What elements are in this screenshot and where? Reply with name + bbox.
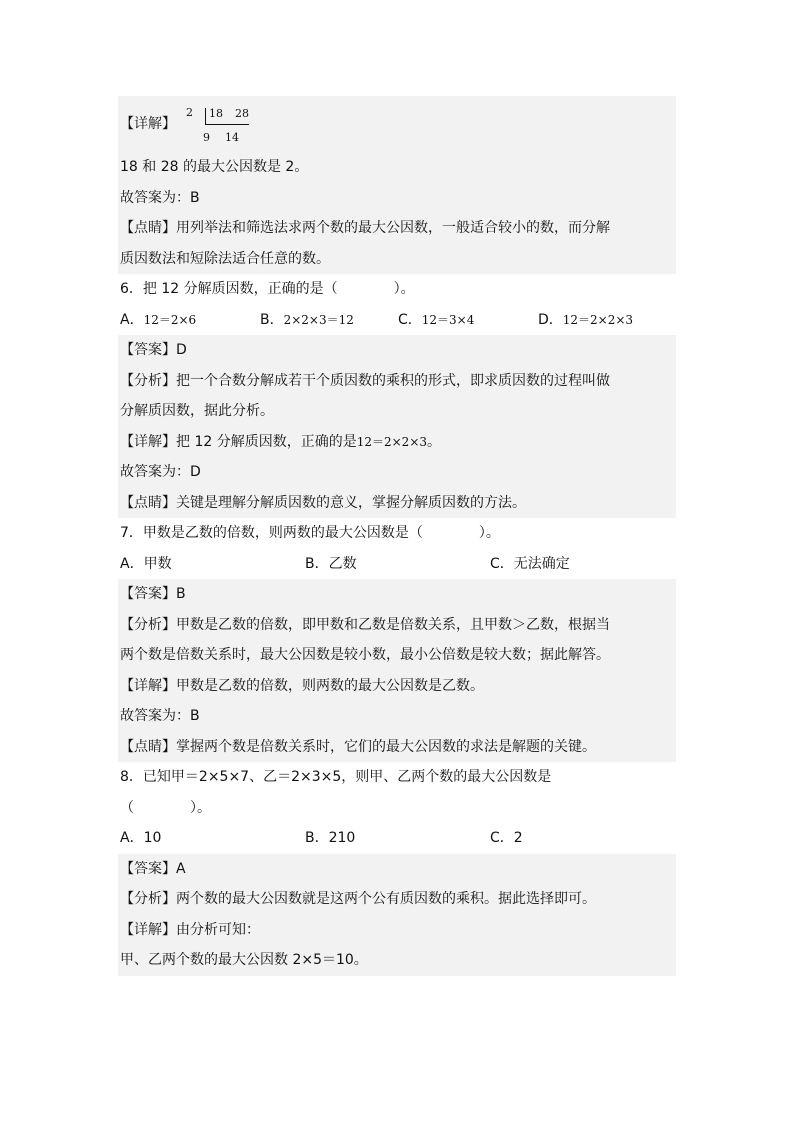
- q8-options: [118, 823, 676, 854]
- division-divisor: 2: [186, 106, 193, 119]
- q7-option-c: C．无法确定: [490, 555, 570, 572]
- q8-question-line-1: 8．已知甲＝2×5×7、乙＝2×3×5，则甲、乙两个数的最大公因数是: [120, 769, 552, 785]
- q8-analysis: 【分析】两个数的最大公因数就是这两个公有质因数的乘积。据此选择即可。: [118, 884, 676, 915]
- q7-analysis-line-2: 两个数是倍数关系时，最大公因数是较小数，最小公倍数是较大数；据此解答。: [118, 640, 676, 671]
- q7-detail: 【详解】甲数是乙数的倍数，则两数的最大公因数是乙数。: [118, 671, 676, 702]
- q7-answer-line: 故答案为：B: [118, 701, 676, 732]
- q6-option-a: A．12＝2×6: [120, 311, 197, 328]
- q7-note: 【点睛】掌握两个数是倍数关系时，它们的最大公因数的求法是解题的关键。: [118, 732, 676, 763]
- division-quotient-2: 14: [225, 131, 239, 144]
- division-quotient-1: 9: [203, 131, 210, 144]
- q5-gcf-statement: 18 和 28 的最大公因数是 2。: [118, 152, 676, 183]
- document-page: [118, 96, 676, 976]
- q6-analysis-line-2: 分解质因数，据此分析。: [118, 396, 676, 427]
- q8-option-a: A．10: [120, 830, 162, 846]
- q8-detail-line-2: 甲、乙两个数的最大公因数 2×5＝10。: [118, 945, 676, 976]
- q6-answer-line: 故答案为：D: [118, 457, 676, 488]
- q5-note-line-2: 质因数法和短除法适合任意的数。: [118, 244, 676, 275]
- q5-note-line-1: 【点睛】用列举法和筛选法求两个数的最大公因数，一般适合较小的数，而分解: [118, 213, 676, 244]
- division-dividend-2: 28: [235, 107, 249, 120]
- q6-options: [118, 305, 676, 336]
- detail-label: 【详解】: [120, 116, 176, 132]
- q6-note: 【点睛】关键是理解分解质因数的意义，掌握分解质因数的方法。: [118, 488, 676, 519]
- q6-option-c: C．12＝3×4: [398, 311, 475, 328]
- q6-analysis-line-1: 【分析】把一个合数分解成若干个质因数的乘积的形式，即求质因数的过程叫做: [118, 366, 676, 397]
- short-division-block: [118, 96, 676, 152]
- q7-answer: 【答案】B: [118, 579, 676, 610]
- q8-option-c: C．2: [490, 830, 523, 846]
- q7-options: [118, 549, 676, 580]
- division-dividend-1: 18: [209, 107, 223, 120]
- q6-option-b: B．2×2×3＝12: [260, 311, 354, 328]
- q7-option-b: B．乙数: [305, 555, 357, 572]
- division-horizontal-bar: [205, 124, 249, 125]
- q5-answer-line: 故答案为：B: [118, 183, 676, 214]
- q7-question: 7．甲数是乙数的倍数，则两数的最大公因数是（ ）。: [120, 525, 500, 541]
- q7-analysis-line-1: 【分析】甲数是乙数的倍数，即甲数和乙数是倍数关系，且甲数＞乙数，根据当: [118, 610, 676, 641]
- q6-question: 6．把 12 分解质因数，正确的是（ ）。: [120, 281, 415, 297]
- q8-question-line-2: （ ）。: [120, 799, 211, 816]
- q8-option-b: B．210: [305, 830, 356, 846]
- q6-answer: 【答案】D: [118, 335, 676, 366]
- q6-detail: 【详解】把 12 分解质因数，正确的是12＝2×2×3。: [118, 427, 676, 458]
- q8-answer: 【答案】A: [118, 854, 676, 885]
- q6-option-d: D．12＝2×2×3: [538, 311, 634, 328]
- q7-option-a: A．甲数: [120, 555, 172, 572]
- q8-detail-line-1: 【详解】由分析可知：: [118, 915, 676, 946]
- division-vertical-bar: [205, 108, 206, 125]
